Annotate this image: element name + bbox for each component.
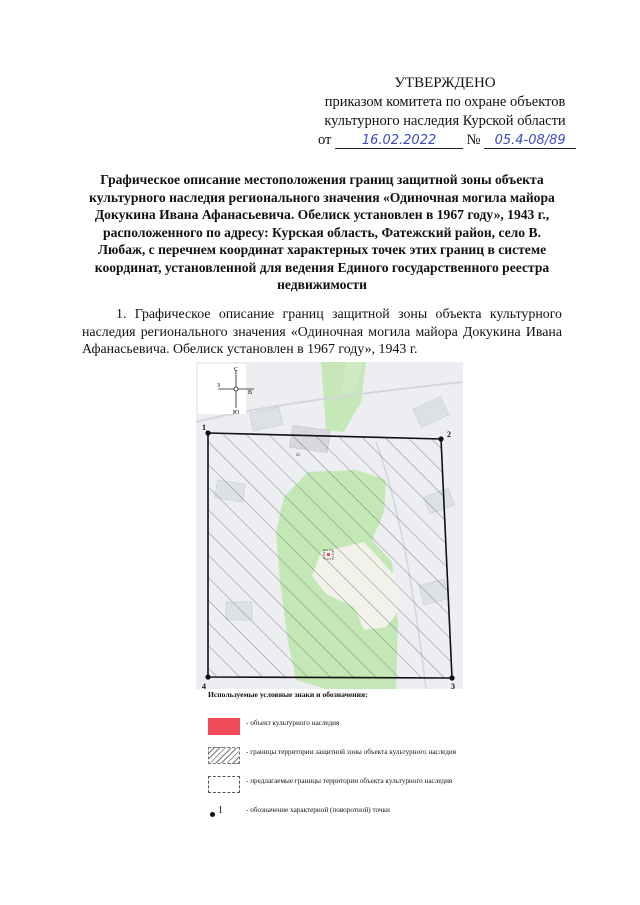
compass-south: Ю	[233, 410, 240, 416]
document-title: Графическое описание местоположения границ защитной зоны объекта культурного наследия регионального значения «Одиночная могила майора Докукина Ивана Афанасьевича. Обелиск установлен в 1967 году», 1943 г., расположенного по адресу: Курская область, Фатежский район, село В. Любаж, с перечнем координат характерных точек этих границ в системе координат, установленной для ведения Единого государственного реестра недвижимости	[89, 172, 555, 292]
point-1-label: 1	[202, 423, 206, 432]
point-3-label: 3	[451, 682, 455, 689]
object-marker	[327, 553, 330, 556]
legend-heading: Используемые условные знаки и обозначения:	[208, 690, 368, 699]
red-fill-swatch-icon	[208, 718, 240, 735]
from-label: от	[318, 132, 332, 148]
paragraph-text: 1. Графическое описание границ защитной зоны объекта культурного наследия регионального значения «Одиночная могила майора Докукина Ивана Афанасьевича. Обелиск установлен в 1967 году», 1943 г.	[82, 307, 562, 357]
map-drawing	[196, 362, 463, 689]
map-legend	[208, 690, 473, 834]
approval-heading: УТВЕРЖДЕНО	[394, 75, 496, 91]
handwritten-date: 16.02.2022	[335, 134, 463, 149]
compass-east: В	[248, 390, 253, 396]
section-paragraph	[82, 306, 562, 359]
legend-item-object	[208, 718, 473, 738]
legend-text: - границы территории защитной зоны объекта культурного наследия	[246, 748, 457, 756]
legend-text: - предлагаемые границы территории объекта культурного наследия	[246, 777, 453, 785]
point-3-dot	[449, 675, 454, 680]
boundary-map	[196, 362, 463, 689]
hatch-swatch-icon	[208, 747, 240, 764]
point-2-label: 2	[447, 430, 451, 439]
legend-item-point	[208, 805, 473, 825]
point-4-dot	[205, 674, 210, 679]
compass-rose-icon	[198, 364, 254, 416]
legend-item-territory	[208, 776, 473, 796]
legend-text: - объект культурного наследия	[246, 719, 340, 727]
point-1-dot	[205, 430, 210, 435]
point-2-dot	[438, 436, 443, 441]
compass-north: С	[234, 367, 239, 373]
point-symbol-label: 1	[218, 805, 223, 816]
dashed-box-swatch-icon	[208, 776, 240, 793]
approval-block	[300, 74, 590, 150]
approval-line-1: приказом комитета по охране объектов	[324, 94, 566, 110]
compass-west: З	[217, 383, 221, 389]
point-symbol-icon	[208, 805, 240, 822]
approval-order-line	[300, 131, 590, 150]
number-label: №	[466, 132, 481, 148]
approval-line-2: культурного наследия Курской области	[324, 113, 566, 129]
svg-text:⌂: ⌂	[296, 451, 300, 458]
handwritten-number: 05.4-08/89	[484, 134, 576, 149]
legend-item-zone	[208, 747, 473, 767]
point-4-label: 4	[202, 682, 206, 689]
legend-text: - обозначение характерной (поворотной) точки	[246, 806, 390, 814]
